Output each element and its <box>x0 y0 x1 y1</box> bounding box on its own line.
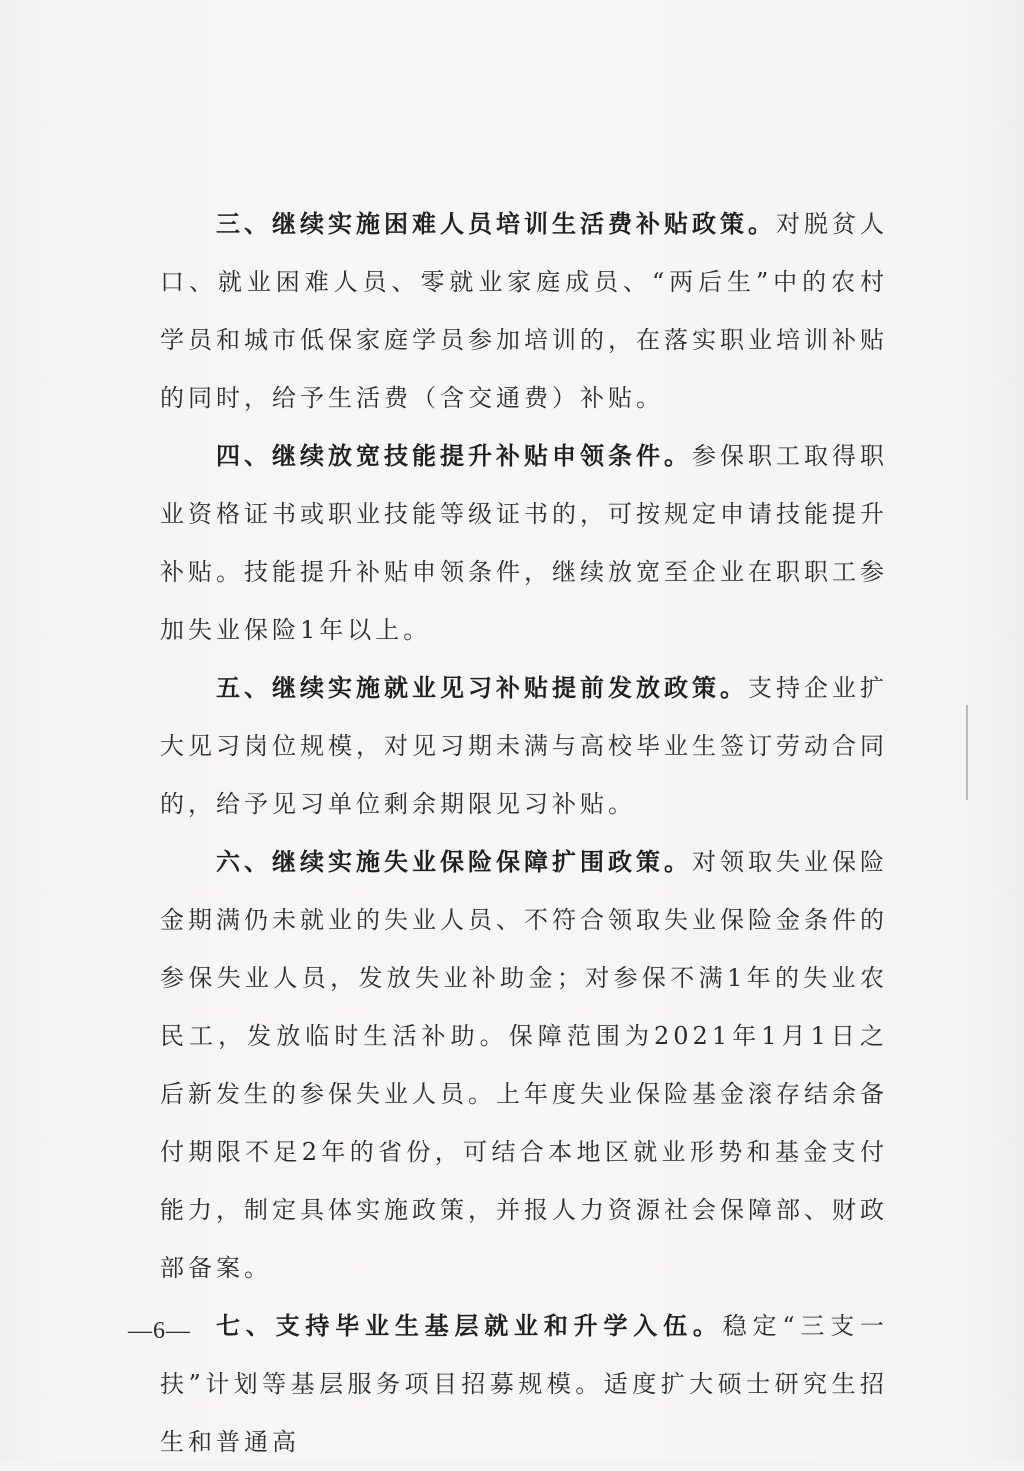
paragraph-heading: 七、支持毕业生基层就业和升学入伍。 <box>216 1312 723 1340</box>
paragraph-7 <box>160 1297 888 1471</box>
paragraph-heading: 五、继续实施就业见习补贴提前发放政策。 <box>216 674 748 702</box>
scan-margin-mark <box>966 705 968 800</box>
paragraph-text: 支持企业扩大见习岗位规模，对见习期未满与高校毕业生签订劳动合同的，给予见习单位剩余期限见习补贴。 <box>160 674 888 818</box>
paragraph-heading: 三、继续实施困难人员培训生活费补贴政策。 <box>216 210 776 238</box>
paragraph-3 <box>160 195 888 427</box>
paragraph-text: 稳定“三支一扶”计划等基层服务项目招募规模。适度扩大硕士研究生招生和普通高 <box>160 1312 888 1456</box>
page-number: —6— <box>128 1318 191 1344</box>
paragraph-5 <box>160 659 888 833</box>
paragraph-text: 对领取失业保险金期满仍未就业的失业人员、不符合领取失业保险金条件的参保失业人员，发放失业补助金；对参保不满1年的失业农民工，发放临时生活补助。保障范围为2021年1月1日之后新发生的参保失业人员。上年度失业保险基金滚存结余备付期限不足2年的省份，可结合本地区就业形势和基金支付能力，制定具体实施政策，并报人力资源社会保障部、财政部备案。 <box>160 848 888 1282</box>
paragraph-text: 参保职工取得职业资格证书或职业技能等级证书的，可按规定申请技能提升补贴。技能提升补贴申领条件，继续放宽至企业在职职工参加失业保险1年以上。 <box>160 442 888 644</box>
paragraph-4 <box>160 427 888 659</box>
paragraph-text: 对脱贫人口、就业困难人员、零就业家庭成员、“两后生”中的农村学员和城市低保家庭学员参加培训的，在落实职业培训补贴的同时，给予生活费（含交通费）补贴。 <box>160 210 888 412</box>
paragraph-6 <box>160 833 888 1297</box>
paragraph-heading: 四、继续放宽技能提升补贴申领条件。 <box>216 442 692 470</box>
document-body <box>160 195 888 1471</box>
paragraph-heading: 六、继续实施失业保险保障扩围政策。 <box>216 848 692 876</box>
